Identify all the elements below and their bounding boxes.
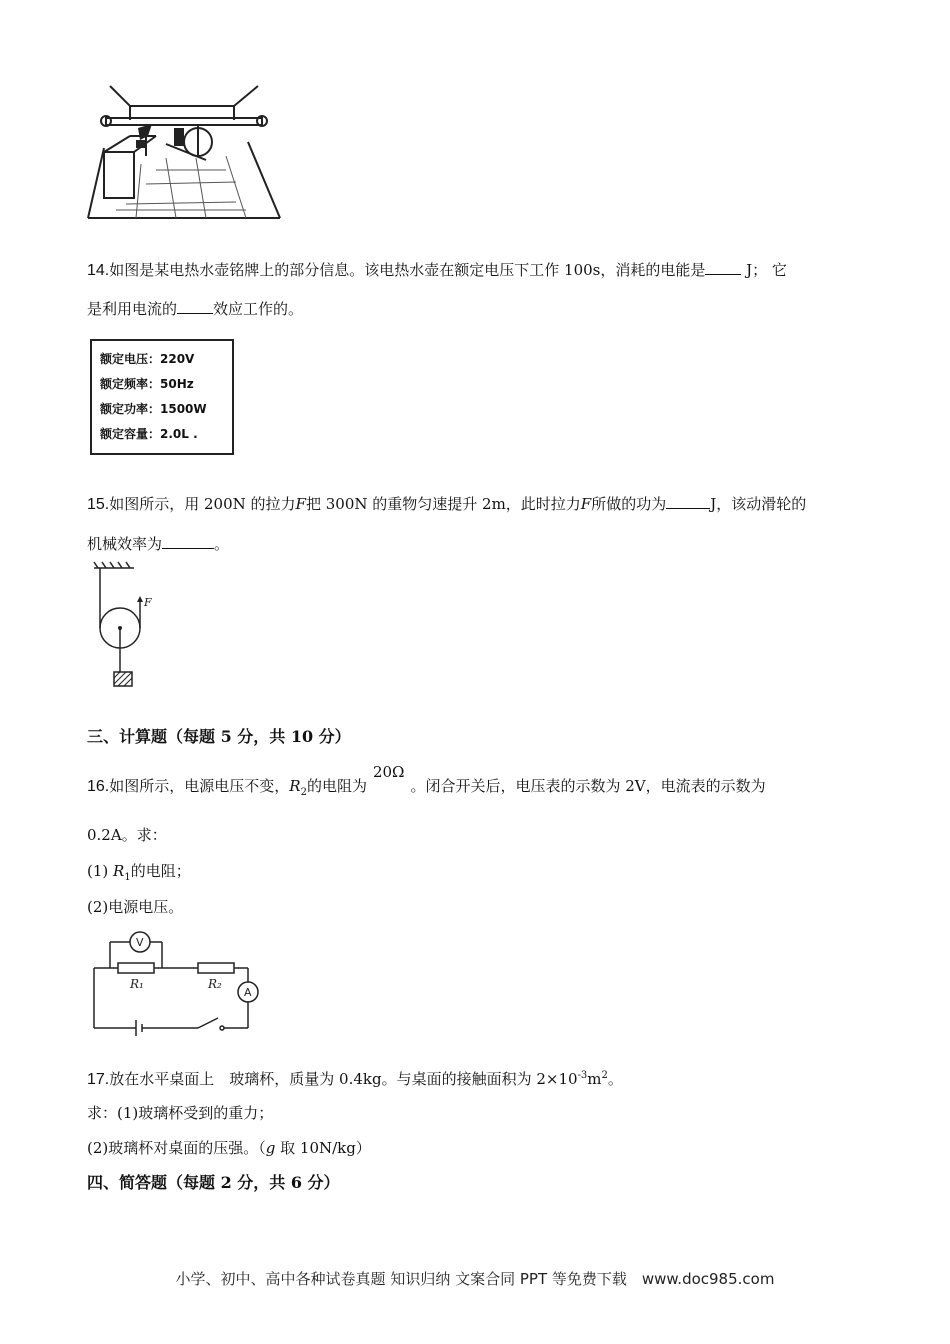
ammeter-label: A xyxy=(244,986,252,999)
voltmeter-label: V xyxy=(136,936,144,949)
q17-line1: 17.放在水平桌面上 玻璃杯，质量为 0.4kg。与桌面的接触面积为 $2\times 10^{-3}m^2$。 xyxy=(87,1070,623,1088)
circuit-diagram xyxy=(90,930,266,1036)
q14-blank-energy xyxy=(705,260,741,275)
q15-number: 15. xyxy=(87,496,110,513)
q15-line2: 机械效率为 。 xyxy=(87,535,230,553)
kettle-nameplate xyxy=(90,339,234,455)
nameplate-row-frequency: 额定频率：50Hz xyxy=(100,377,194,391)
q17-number: 17. xyxy=(87,1071,110,1088)
q15-line1: 15.如图所示，用 200N 的拉力F把 300N 的重物匀速提升 2m，此时拉力F所做的功为 J，该动滑轮的 xyxy=(87,495,807,513)
q16-line2: 0.2A。求： xyxy=(87,826,167,844)
q17-line2: 求：(1)玻璃杯受到的重力； xyxy=(87,1104,274,1122)
pulley-figure xyxy=(92,562,152,692)
q14-line2: 是利用电流的 效应工作的。 xyxy=(87,300,304,318)
q15-blank-efficiency xyxy=(162,534,214,549)
q17-line3: (2)玻璃杯对桌面的压强。（g 取 10N/kg） xyxy=(87,1139,371,1157)
q14-number: 14. xyxy=(87,262,110,279)
r2-label: R₂ xyxy=(208,977,222,991)
q14-blank-effect xyxy=(177,299,213,314)
q16-item2: (2)电源电压。 xyxy=(87,898,184,916)
section3-heading: 三、计算题（每题 5 分，共 10 分） xyxy=(87,727,351,746)
pulley-force-label: F xyxy=(144,596,152,609)
page-footer: 小学、初中、高中各种试卷真题 知识归纳 文案合同 PPT 等免费下载 www.doc985.com xyxy=(175,1270,775,1288)
q16-number: 16. xyxy=(87,778,110,795)
nameplate-row-voltage: 额定电压：220V xyxy=(100,352,195,366)
q16-resistance-value: 20Ω xyxy=(372,763,405,781)
nameplate-row-capacity: 额定容量：2.0L . xyxy=(100,427,198,441)
room-machinery-figure xyxy=(86,84,282,220)
q16-line1: 16.如图所示，电源电压不变，$R_2$的电阻为20Ω。闭合开关后，电压表的示数为 2V，电流表的示数为 xyxy=(87,763,766,798)
q15-blank-work xyxy=(666,494,710,509)
q16-item1: (1) $R_1$的电阻； xyxy=(87,862,191,883)
section4-heading: 四、简答题（每题 2 分，共 6 分） xyxy=(87,1173,340,1192)
q14-line1: 14.如图是某电热水壶铭牌上的部分信息。该电热水壶在额定电压下工作 100s，消耗的电能是 J； 它 xyxy=(87,261,787,279)
nameplate-row-power: 额定功率：1500W xyxy=(100,402,207,416)
r1-label: R₁ xyxy=(130,977,144,991)
